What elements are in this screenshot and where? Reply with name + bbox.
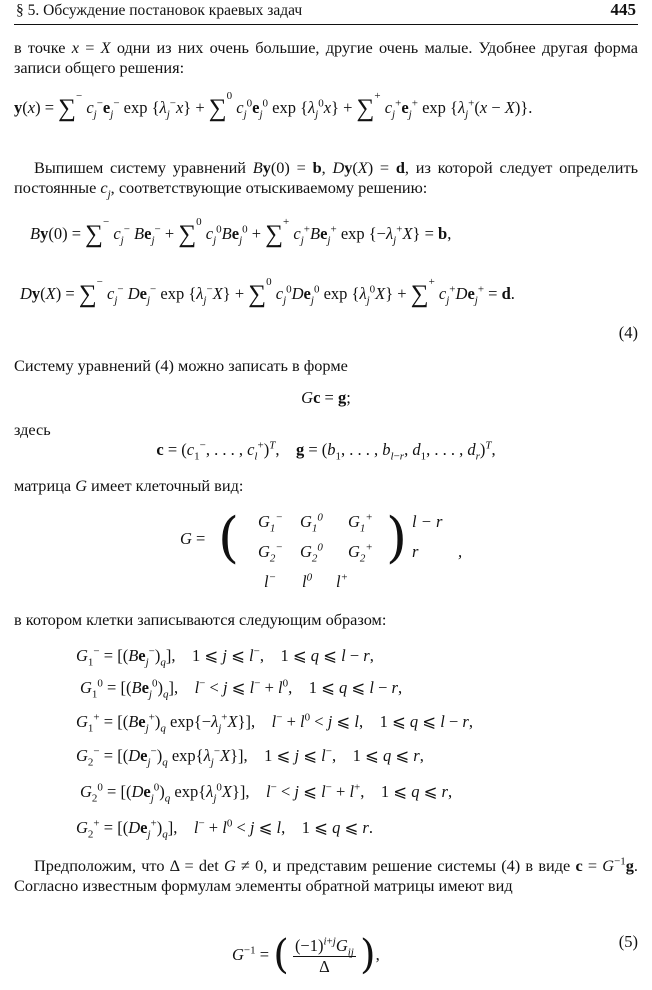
paragraph-here: здесь [14,420,51,439]
cell-G2-zero: $G_2^0$ [300,541,323,565]
matrix-label: G = [180,529,206,548]
paragraph-form: Систему уравнений (4) можно записать в форме [14,356,348,375]
cell-def-G1-minus: $G_1^- = [(Be_j^-)_q]$, 1 ⩽ j ⩽ l−, 1 ⩽ q ⩽ l − r, [76,645,374,669]
equation-number-4: (4) [618,323,638,342]
formula-DyX: Dy(X) = ∑− $c_j^-$ $De_j^-$ $\exp \{\lambda_j^-X\} + \sum^0$ $c_j^0De_j^0$ $\exp \{\lambda_j^0X\} + \sum^+$ $c_j^+De_j^+ = d$. [20,276,515,308]
col-label-2: $l^0$ [302,571,313,591]
equation-number-5: (5) [618,932,638,951]
paragraph-inverse: Предположим, что Δ = det G ≠ 0, и представим решение системы (4) в виде $c = G^{-1}g$. Согласно известным формулам элементы обратной матрицы имеют вид [14,855,638,895]
formula-By0: By(0) = ∑− $c_j^-$ $Be_j^- + \sum^0$ $c_j^0Be_j^0 + \sum^+$ $c_j^+Be_j^+$ $\exp \{-\lambda_j^+X\} = b$, [30,216,452,248]
cell-def-G1-zero: $G_1^0 = [(Be_j^0)_q]$, l− < j ⩽ $l^- + l^0$, 1 ⩽ q ⩽ l − r, [80,677,403,701]
formula-G-inverse: $G^{-1}$ = ( $(-1)^{i+j}G_{ij}$ Δ ), [232,932,380,978]
paragraph-intro: в точке x = X одни из них очень большие, другие очень малые. Удобнее другая форма записи общего решения: [14,38,638,77]
col-label-3: l+ [336,571,349,591]
formula-Gc-g: Gc = g; [301,388,351,407]
paragraph-block-matrix: матрица G имеет клеточный вид: [14,476,244,495]
header-rule [14,24,638,25]
page-number: 445 [610,0,636,19]
cell-def-G2-zero: $G_2^0 = [(De_j^0)_q$ $\exp\{\lambda_j^0X\}$], l− < j ⩽ l− + l+, 1 ⩽ q ⩽ r, [80,781,453,805]
row-label-1: l − r [412,512,443,531]
left-parenthesis: ( [218,506,240,569]
matrix-comma: , [458,542,463,561]
paragraph-cells: в котором клетки записываются следующим образом: [14,610,387,629]
running-head: § 5. Обсуждение постановок краевых задач [16,2,303,19]
formula-c-g-vectors: $c = (c_1^-$, . . . , $c_l^+)^T$, $g = (b_1$, . . . , $b_{l-r}$, $d_1$, . . . , $d_r)^T$, [156,439,496,463]
cell-G1-minus: $G_1^-$ [258,511,283,535]
cell-def-G2-minus: $G_2^- = [(De_j^-)_q$ $\exp\{\lambda_j^-X\}$], 1 ⩽ j ⩽ l−, 1 ⩽ q ⩽ r, [76,745,424,769]
row-label-2: r [412,542,419,561]
block-matrix [180,508,480,598]
right-parenthesis: ) [386,506,408,569]
cell-def-G1-plus: $G_1^+ = [(Be_j^+)_q$ $\exp\{-\lambda_j^+X\}$], $l^- + l^0 < j$ ⩽ l, 1 ⩽ q ⩽ l − r, [76,711,473,735]
cell-G1-plus: $G_1^+$ [348,511,373,535]
cell-def-G2-plus: $G_2^+ = [(De_j^+)_q]$, $l^- + l^0 < j$ ⩽ l, 1 ⩽ q ⩽ r. [76,817,373,841]
cell-G1-zero: $G_1^0$ [300,511,323,535]
paragraph-system: Выпишем систему уравнений By(0) = b, Dy(X) = d, из которой следует определить постоянные $c_j$, соответствующие отыскиваемому решению: [14,158,639,201]
col-label-1: l− [264,571,277,591]
formula-general-solution: y(x) = ∑− $c_j^-e_j^-$ $\exp \{\lambda_j^-x\} + \sum^0$ $c_j^0e_j^0$ $\exp \{\lambda_j^0x\} + \sum^+$ $c_j^+e_j^+$ $\exp \{\lambda_j^+(x - X)\}$. [14,90,533,122]
cell-G2-minus: $G_2^-$ [258,541,283,565]
cell-G2-plus: $G_2^+$ [348,541,373,565]
